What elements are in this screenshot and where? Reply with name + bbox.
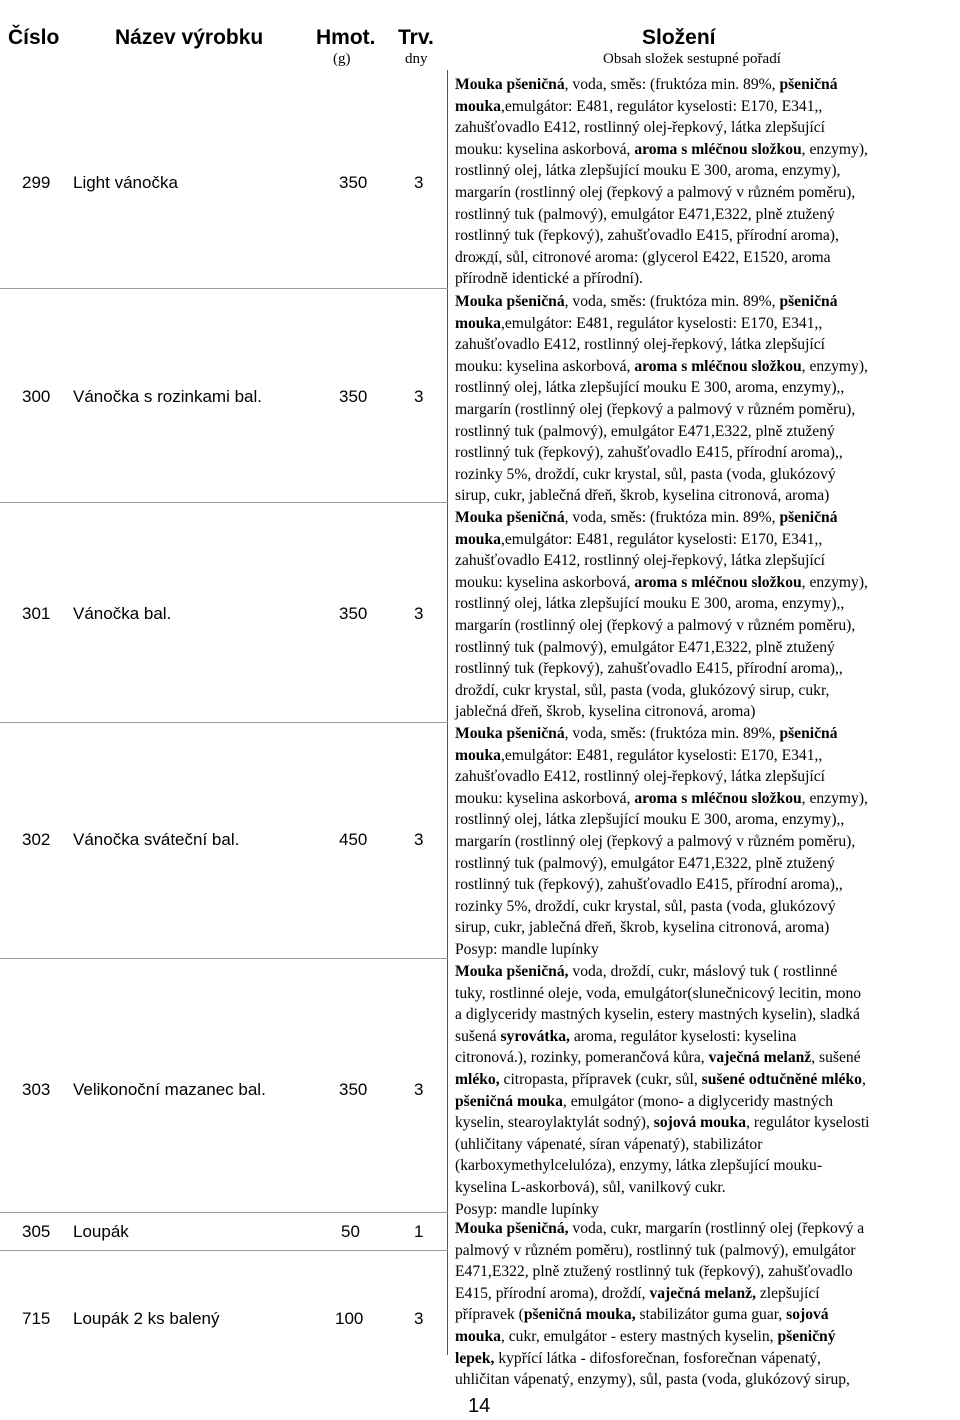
row-weight: 100 (335, 1309, 364, 1328)
composition-text: , emulgátor (mono- a diglyceridy mastných kyselin, stearoylaktylát sodný), (455, 1092, 834, 1132)
row-shelf-life: 3 (414, 1309, 424, 1328)
row-composition (455, 507, 955, 723)
composition-text: ,emulgátor: E481, regulátor kyselosti: E170, E341,, zahušťovadlo E412, rostlinný olej-řepkový, látka zlepšující mouku: kyselina askorbová, (455, 314, 825, 375)
header-composition: Složení (642, 26, 716, 49)
header-shelf-life: Trv. (398, 26, 434, 49)
composition-allergen: sušené odtučněné mléko (701, 1070, 862, 1088)
column-divider (447, 70, 448, 1355)
row-composition (455, 291, 955, 507)
row-number: 301 (22, 604, 51, 623)
composition-text: , (861, 1070, 866, 1088)
composition-allergen: pšeničná mouka (455, 293, 838, 332)
row-product-name: Vánočka s rozinkami bal. (73, 387, 262, 406)
composition-text: , enzymy), rostlinný olej, látka zlepšující mouku E 300, aroma, enzymy),, margarín (rostlinný olej (řepkový a palmový v různém poměru), rostlinný tuk (palmový), emulgátor E471,E322, plně ztužený rostlinný tuk (řepkový), zahušťovadlo E415, přírodní aroma),, droždí, cukr krystal, sůl, pasta (voda, glukózový sirup, cukr, jablečná dřeň, škrob, kyselina citronová, aroma) (455, 573, 868, 721)
composition-text: ,emulgátor: E481, regulátor kyselosti: E170, E341,, zahušťovadlo E412, rostlinný olej-řepkový, látka zlepšující mouku: kyselina askorbová, (455, 746, 825, 807)
composition-text: voda, cukr, margarín (rostlinný olej (řepkový a palmový v různém poměru), rostlinný tuk (palmový), emulgátor E471,E322, plně ztužený rostlinný tuk (řepkový), zahušťovadlo E415, přírodní aroma), droždí, (455, 1220, 865, 1302)
row-divider (0, 722, 448, 723)
composition-allergen: sojová mouka (653, 1114, 747, 1132)
composition-allergen: mléko, (455, 1070, 500, 1088)
composition-text: zlepšující přípravek ( (455, 1284, 820, 1324)
composition-text: aroma, regulátor kyselosti: kyselina citronová.), rozinky, pomerančová kůra, (455, 1027, 797, 1067)
row-number: 302 (22, 830, 51, 849)
composition-allergen: aroma s mléčnou složkou (634, 789, 802, 807)
composition-text: ,emulgátor: E481, regulátor kyselosti: E170, E341,, zahušťovadlo E412, rostlinný olej-řepkový, látka zlepšující mouku: kyselina askorbová, (455, 97, 825, 158)
row-product-name: Loupák 2 ks balený (73, 1309, 220, 1328)
header-shelf-life-unit: dny (405, 51, 428, 67)
row-divider (0, 502, 448, 503)
row-divider (0, 1212, 448, 1213)
composition-text: , cukr, emulgátor - estery mastných kyselin, (500, 1327, 778, 1345)
composition-allergen: aroma s mléčnou složkou (634, 357, 802, 375)
row-number: 300 (22, 387, 51, 406)
row-product-name: Velikonoční mazanec bal. (73, 1080, 266, 1099)
row-composition (455, 74, 955, 290)
composition-allergen: aroma s mléčnou složkou (634, 573, 802, 591)
row-weight: 350 (339, 604, 368, 623)
header-product-name: Název výrobku (115, 26, 264, 49)
composition-text: , regulátor kyselosti (uhličitany vápenaté, síran vápenatý), stabilizátor (karboxymethylcelulóza), enzymy, látka zlepšující mouku- kyselina L-askorbová), sůl, vanilkový cukr. Posyp: mandle lupínky (455, 1114, 870, 1218)
composition-text: , enzymy), rostlinný olej, látka zlepšující mouku E 300, aroma, enzymy), margarín (rostlinný olej (řepkový a palmový v různém poměru), rostlinný tuk (palmový), emulgátor E471,E322, plně ztužený rostlinný tuk (řepkový), zahušťovadlo E415, přírodní aroma), drождí, sůl, citronové aroma: (glycerol E422, E1520, aroma přírodně identické a přírodní). (455, 140, 868, 288)
row-product-name: Loupák (73, 1222, 129, 1241)
composition-text: voda, droždí, cukr, máslový tuk ( rostlinné tuky, rostlinné oleje, voda, emulgátor(slunečnicový lecitin, mono a diglyceridy mastných kyselin, estery mastných kyselin), sladká sušená (455, 963, 862, 1045)
row-product-name: Light vánočka (73, 173, 178, 192)
row-shelf-life: 3 (414, 830, 424, 849)
header-weight: Hmot. (316, 26, 376, 49)
row-weight: 450 (339, 830, 368, 849)
row-weight: 350 (339, 387, 368, 406)
row-number: 299 (22, 173, 51, 192)
row-product-name: Vánočka bal. (73, 604, 172, 623)
composition-allergen: Mouka pšeničná (455, 76, 565, 93)
composition-allergen: pšeničná mouka (455, 76, 838, 115)
composition-allergen: syrovátka, (500, 1027, 570, 1045)
composition-text: , sušené (811, 1049, 861, 1067)
row-weight: 50 (341, 1222, 360, 1241)
composition-allergen: pšeničná mouka (455, 1092, 563, 1110)
row-divider (0, 958, 448, 959)
row-shelf-life: 1 (414, 1222, 424, 1241)
composition-allergen: Mouka pšeničná (455, 725, 565, 742)
composition-text: stabilizátor guma guar, (635, 1306, 787, 1324)
row-shelf-life: 3 (414, 173, 424, 192)
composition-text: ,emulgátor: E481, regulátor kyselosti: E170, E341,, zahušťovadlo E412, rostlinný olej-řepkový, látka zlepšující mouku: kyselina askorbová, (455, 530, 825, 591)
composition-allergen: vaječná melanž, (649, 1284, 756, 1302)
row-divider (0, 1250, 448, 1251)
composition-allergen: aroma s mléčnou složkou (634, 140, 802, 158)
composition-text: , voda, směs: (fruktóza min. 89%, (564, 76, 780, 93)
row-shelf-life: 3 (414, 387, 424, 406)
row-weight: 350 (339, 1080, 368, 1099)
composition-allergen: pšeničná mouka, (523, 1306, 636, 1324)
composition-text: citropasta, přípravek (cukr, sůl, (499, 1070, 702, 1088)
header-composition-note: Obsah složek sestupné pořadí (603, 51, 781, 67)
header-number: Číslo (8, 26, 60, 49)
composition-text: , voda, směs: (fruktóza min. 89%, (564, 509, 780, 526)
row-composition (455, 723, 955, 961)
row-shelf-life: 3 (414, 1080, 424, 1099)
composition-allergen: vaječná melanž (708, 1049, 812, 1067)
row-number: 303 (22, 1080, 51, 1099)
row-product-name: Vánočka sváteční bal. (73, 830, 240, 849)
composition-allergen: Mouka pšeničná, (455, 963, 569, 980)
row-composition (455, 1218, 955, 1391)
page-number: 14 (468, 1395, 491, 1417)
row-composition (455, 961, 955, 1220)
composition-allergen: pšeničná mouka (455, 725, 838, 764)
composition-text: , enzymy), rostlinný olej, látka zlepšující mouku E 300, aroma, enzymy),, margarín (rostlinný olej (řepkový a palmový v různém poměru), rostlinný tuk (palmový), emulgátor E471,E322, plně ztužený rostlinný tuk (řepkový), zahušťovadlo E415, přírodní aroma),, rozinky 5%, droždí, cukr krystal, sůl, pasta (voda, glukózový sirup, cukr, jablečná dřeň, škrob, kyselina citronová, aroma) Posyp: mandle lupínky (455, 789, 868, 958)
composition-text: kypřící látka - difosforečnan, fosforečnan vápenatý, uhličitan vápenatý, enzymy), sůl, pasta (voda, glukózový sirup, (455, 1349, 850, 1389)
composition-text: , voda, směs: (fruktóza min. 89%, (564, 293, 780, 310)
row-number: 715 (22, 1309, 51, 1328)
row-number: 305 (22, 1222, 51, 1241)
composition-text: , enzymy), rostlinný olej, látka zlepšující mouku E 300, aroma, enzymy),, margarín (rostlinný olej (řepkový a palmový v různém poměru), rostlinný tuk (palmový), emulgátor E471,E322, plně ztužený rostlinný tuk (řepkový), zahušťovadlo E415, přírodní aroma),, rozinky 5%, droždí, cukr krystal, sůl, pasta (voda, glukózový sirup, cukr, jablečná dřeň, škrob, kyselina citronová, aroma) (455, 357, 868, 505)
composition-allergen: pšeničný lepek, (455, 1327, 836, 1367)
header-weight-unit: (g) (333, 51, 351, 67)
row-shelf-life: 3 (414, 604, 424, 623)
composition-allergen: Mouka pšeničná (455, 293, 565, 310)
composition-allergen: Mouka pšeničná (455, 509, 565, 526)
composition-text: , voda, směs: (fruktóza min. 89%, (564, 725, 780, 742)
row-divider (0, 288, 448, 289)
composition-allergen: sojová mouka (455, 1306, 829, 1345)
composition-allergen: pšeničná mouka (455, 509, 838, 548)
row-weight: 350 (339, 173, 368, 192)
composition-allergen: Mouka pšeničná, (455, 1220, 569, 1237)
